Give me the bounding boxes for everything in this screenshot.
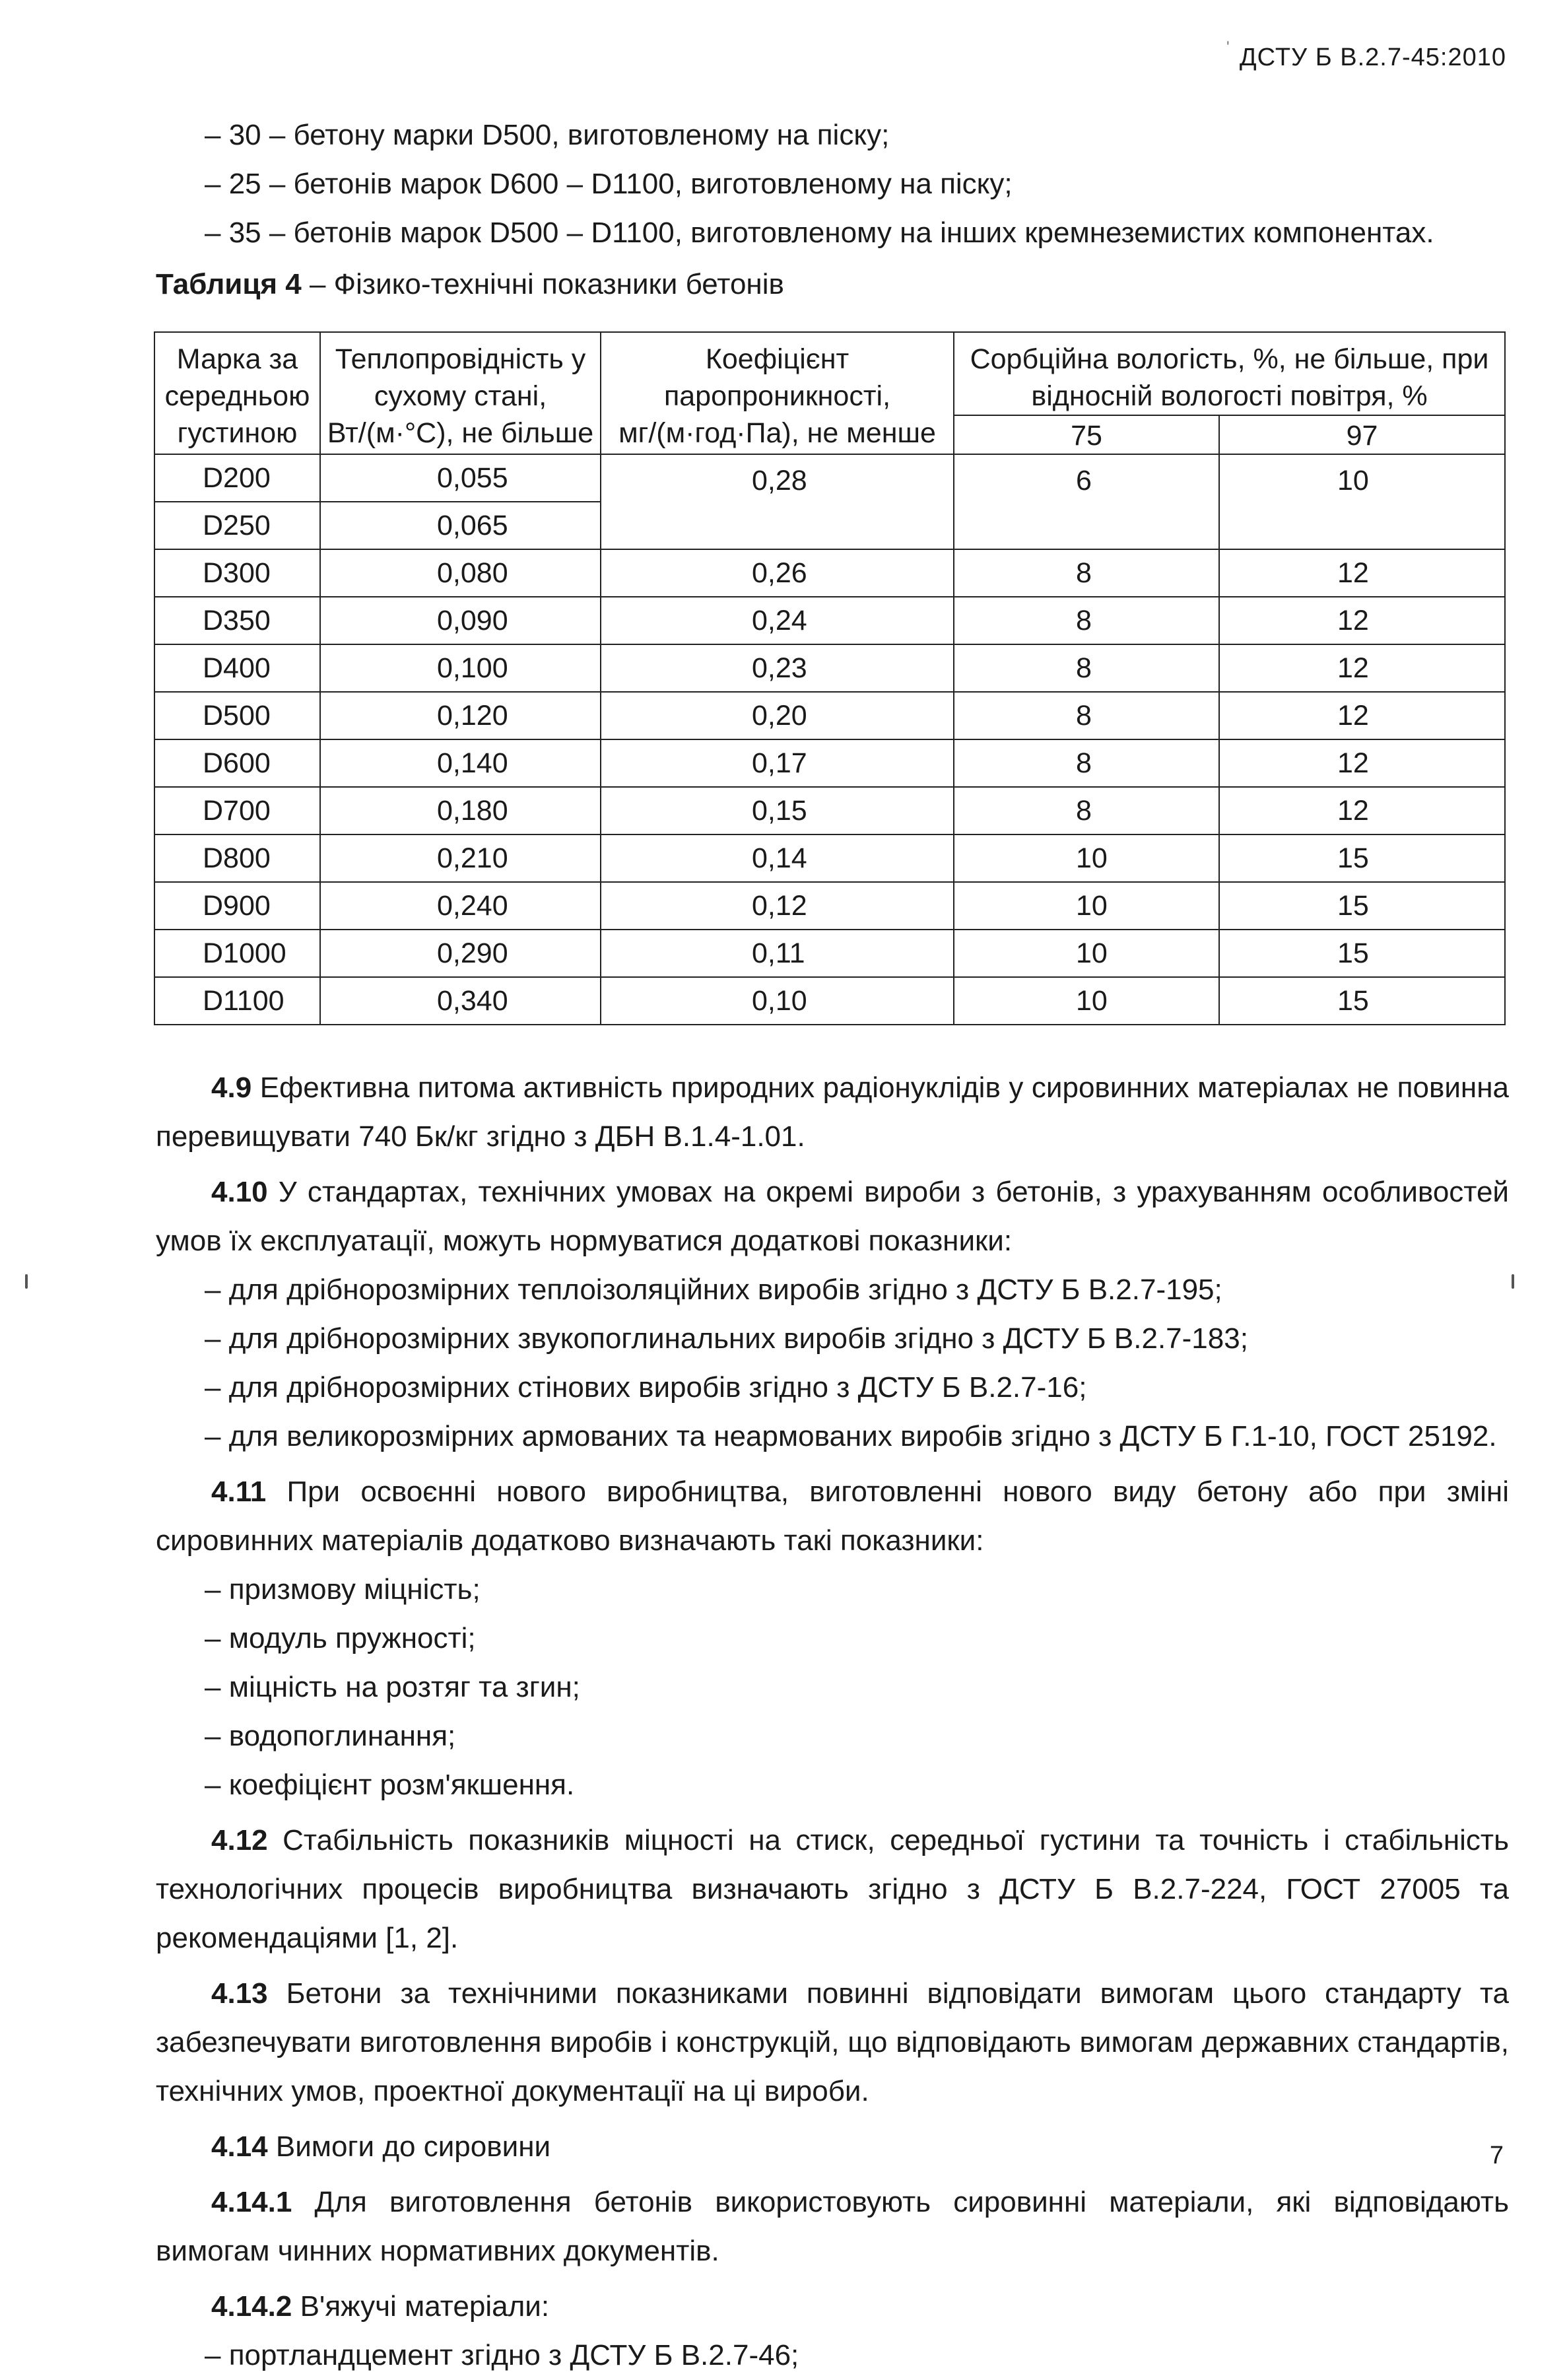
- table-caption-text: – Фізико-технічні показники бетонів: [301, 268, 784, 300]
- cell-permeability: 0,28: [601, 454, 954, 549]
- table-caption-label: Таблиця 4: [156, 268, 302, 300]
- cell-sorption-97: 15: [1219, 834, 1505, 882]
- table-4: [154, 331, 1506, 1025]
- cell-grade: D400: [154, 644, 320, 692]
- cell-sorption-97: 12: [1219, 597, 1505, 644]
- cell-grade: D700: [154, 787, 320, 834]
- cell-sorption-75: 8: [954, 549, 1219, 597]
- cell-conductivity: 0,065: [320, 502, 601, 549]
- clause-text: При освоєнні нового виробництва, виготовленні нового виду бетону або при зміні сировинних матеріалів додатково визначають такі показники:: [156, 1476, 1509, 1557]
- page-header-doc-code: ДСТУ Б В.2.7-45:2010: [1239, 44, 1506, 71]
- cell-permeability: 0,26: [601, 549, 954, 597]
- list-item: – 35 – бетонів марок D500 – D1100, виготовленому на інших кремнеземистих компонентах.: [205, 217, 1434, 249]
- cell-sorption-97: 12: [1219, 692, 1505, 739]
- cell-conductivity: 0,210: [320, 834, 601, 882]
- scan-artifact: [1512, 1274, 1514, 1289]
- clause-text: В'яжучі матеріали:: [292, 2290, 550, 2323]
- header-grade: Марка за середньою густиною: [154, 332, 320, 454]
- cell-sorption-75: 8: [954, 739, 1219, 787]
- clause-4-14-1: [156, 2178, 1509, 2276]
- clause-text: Вимоги до сировини: [267, 2130, 551, 2163]
- page-number: 7: [1489, 2142, 1504, 2169]
- header-permeability: Коефіцієнт паропроникності, мг/(м·год·Па), не менше: [601, 332, 954, 454]
- cell-sorption-75: 8: [954, 644, 1219, 692]
- list-item: – призмову міцність;: [205, 1573, 481, 1606]
- cell-grade: D1000: [154, 930, 320, 977]
- list-item: – 30 – бетону марки D500, виготовленому на піску;: [205, 119, 890, 151]
- table-row: [154, 834, 1505, 882]
- cell-grade: D600: [154, 739, 320, 787]
- cell-grade: D1100: [154, 977, 320, 1025]
- clause-number: 4.14: [211, 2130, 268, 2163]
- list-item: – водопоглинання;: [205, 1720, 456, 1752]
- cell-permeability: 0,14: [601, 834, 954, 882]
- header-sorption-97: 97: [1219, 415, 1505, 454]
- list-item: – 25 – бетонів марок D600 – D1100, виготовленому на піску;: [205, 168, 1013, 200]
- clause-text: Стабільність показників міцності на стиск, середньої густини та точність і стабільність технологічних процесів виробництва визначають згідно з ДСТУ Б В.2.7-224, ГОСТ 27005 та рекомендаціями [1, 2].: [156, 1824, 1509, 1954]
- cell-permeability: 0,10: [601, 977, 954, 1025]
- cell-grade: D500: [154, 692, 320, 739]
- cell-conductivity: 0,100: [320, 644, 601, 692]
- cell-grade: D800: [154, 834, 320, 882]
- clause-4-10: [156, 1168, 1509, 1266]
- cell-sorption-75: 10: [954, 882, 1219, 930]
- clause-number: 4.14.1: [211, 2186, 292, 2218]
- cell-grade: D300: [154, 549, 320, 597]
- cell-sorption-75: 10: [954, 930, 1219, 977]
- table-caption: [156, 260, 1509, 309]
- cell-permeability: 0,17: [601, 739, 954, 787]
- clause-text: Для виготовлення бетонів використовують сировинні матеріали, які відповідають вимогам чинних нормативних документів.: [156, 2186, 1509, 2267]
- clause-number: 4.13: [211, 1977, 268, 2010]
- clause-4-14-2: [156, 2282, 1509, 2331]
- list-item: – міцність на розтяг та згин;: [205, 1671, 580, 1703]
- clause-4-13: [156, 1969, 1509, 2116]
- list-item: – портландцемент згідно з ДСТУ Б В.2.7-46;: [205, 2339, 799, 2371]
- list-item: – для великорозмірних армованих та неармованих виробів згідно з ДСТУ Б Г.1-10, ГОСТ 25192.: [205, 1420, 1497, 1452]
- table-row: [154, 977, 1505, 1025]
- clause-4-12: [156, 1816, 1509, 1963]
- scan-mark: ': [1226, 38, 1230, 56]
- cell-conductivity: 0,080: [320, 549, 601, 597]
- table-row: [154, 787, 1505, 834]
- header-sorption: Сорбційна вологість, %, не більше, при відносній вологості повітря, %: [954, 332, 1505, 415]
- cell-grade: D200: [154, 454, 320, 502]
- clause-number: 4.11: [211, 1476, 267, 1508]
- clause-number: 4.9: [211, 1071, 252, 1104]
- cell-sorption-97: 15: [1219, 930, 1505, 977]
- scan-artifact: [25, 1274, 28, 1289]
- cell-conductivity: 0,180: [320, 787, 601, 834]
- clause-number: 4.10: [211, 1176, 268, 1208]
- page-content: [156, 111, 1509, 2380]
- list-item: – модуль пружності;: [205, 1622, 476, 1654]
- cell-conductivity: 0,340: [320, 977, 601, 1025]
- list-item: – коефіцієнт розм'якшення.: [205, 1769, 575, 1801]
- cell-sorption-97: 12: [1219, 549, 1505, 597]
- cell-sorption-97: 12: [1219, 644, 1505, 692]
- list-item: – для дрібнорозмірних теплоізоляційних виробів згідно з ДСТУ Б В.2.7-195;: [205, 1274, 1222, 1306]
- cell-permeability: 0,20: [601, 692, 954, 739]
- cell-sorption-75: 6: [954, 454, 1219, 549]
- clause-text: Ефективна питома активність природних радіонуклідів у сировинних матеріалах не повинна перевищувати 740 Бк/кг згідно з ДБН В.1.4-1.01.: [156, 1071, 1509, 1153]
- table-row: [154, 882, 1505, 930]
- cell-permeability: 0,23: [601, 644, 954, 692]
- table-row: [154, 549, 1505, 597]
- table-row: [154, 930, 1505, 977]
- clause-4-11: [156, 1468, 1509, 1565]
- cell-grade: D900: [154, 882, 320, 930]
- clause-4-9: [156, 1064, 1509, 1161]
- table-row: [154, 739, 1505, 787]
- clause-text: У стандартах, технічних умовах на окремі вироби з бетонів, з урахуванням особливостей умов їх експлуатації, можуть нормуватися додаткові показники:: [156, 1176, 1509, 1257]
- table-row: [154, 454, 1505, 502]
- list-item: – для дрібнорозмірних звукопоглинальних виробів згідно з ДСТУ Б В.2.7-183;: [205, 1322, 1248, 1355]
- clause-number: 4.14.2: [211, 2290, 292, 2323]
- cell-permeability: 0,11: [601, 930, 954, 977]
- cell-sorption-75: 10: [954, 977, 1219, 1025]
- cell-sorption-75: 8: [954, 787, 1219, 834]
- cell-sorption-75: 10: [954, 834, 1219, 882]
- cell-permeability: 0,24: [601, 597, 954, 644]
- cell-sorption-97: 12: [1219, 739, 1505, 787]
- cell-conductivity: 0,290: [320, 930, 601, 977]
- cell-conductivity: 0,090: [320, 597, 601, 644]
- cell-sorption-97: 10: [1219, 454, 1505, 549]
- clause-4-14: [156, 2123, 1509, 2171]
- cell-permeability: 0,15: [601, 787, 954, 834]
- cell-sorption-97: 15: [1219, 882, 1505, 930]
- cell-conductivity: 0,055: [320, 454, 601, 502]
- clause-text: Бетони за технічними показниками повинні відповідати вимогам цього стандарту та забезпечувати виготовлення виробів і конструкцій, що відповідають вимогам державних стандартів, технічних умов, проектної документації на ці вироби.: [156, 1977, 1509, 2107]
- cell-permeability: 0,12: [601, 882, 954, 930]
- cell-sorption-75: 8: [954, 597, 1219, 644]
- table-row: [154, 644, 1505, 692]
- cell-sorption-75: 8: [954, 692, 1219, 739]
- cell-grade: D350: [154, 597, 320, 644]
- cell-conductivity: 0,240: [320, 882, 601, 930]
- cell-conductivity: 0,140: [320, 739, 601, 787]
- header-sorption-75: 75: [954, 415, 1219, 454]
- list-item: – для дрібнорозмірних стінових виробів згідно з ДСТУ Б В.2.7-16;: [205, 1371, 1087, 1404]
- table-row: [154, 692, 1505, 739]
- cell-sorption-97: 12: [1219, 787, 1505, 834]
- cell-conductivity: 0,120: [320, 692, 601, 739]
- table-row: [154, 597, 1505, 644]
- header-conductivity: Теплопровідність у сухому стані, Вт/(м·°С), не більше: [320, 332, 601, 454]
- cell-sorption-97: 15: [1219, 977, 1505, 1025]
- clause-number: 4.12: [211, 1824, 268, 1856]
- cell-grade: D250: [154, 502, 320, 549]
